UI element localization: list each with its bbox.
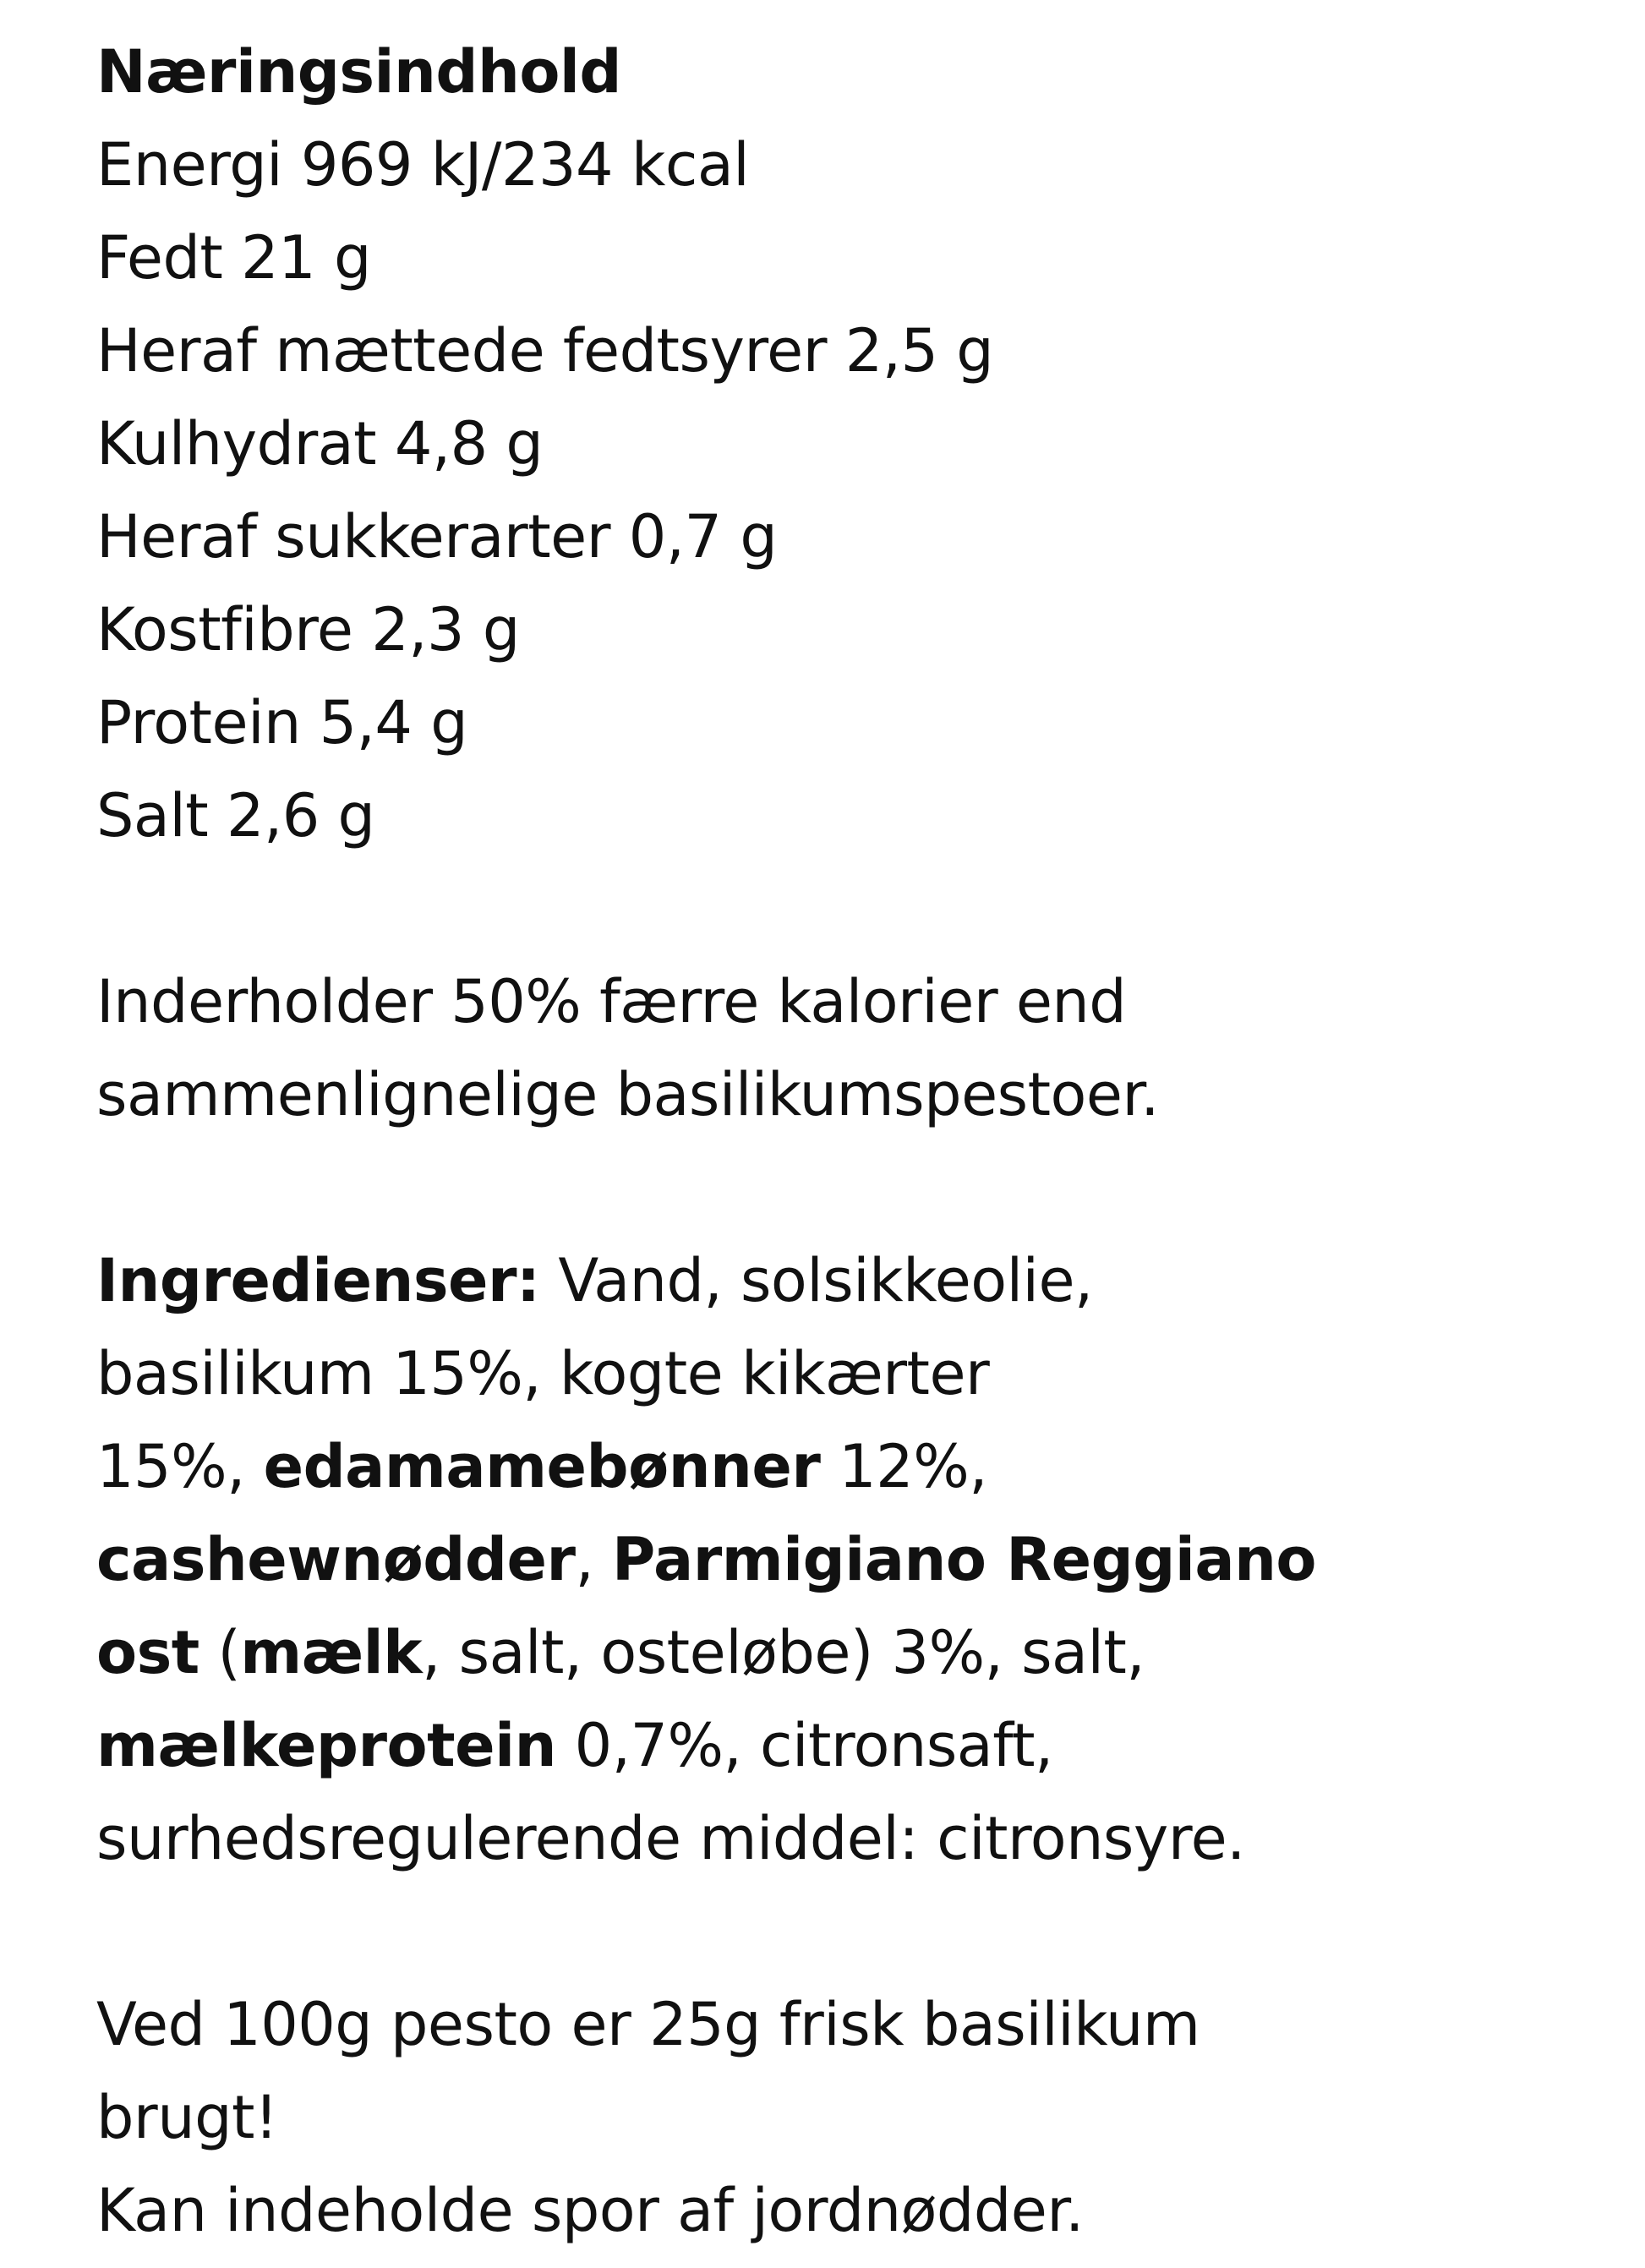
ingredients-line-5 (96, 1606, 1601, 1699)
nutrition-heading: Næringsindhold (96, 37, 622, 107)
nutrition-row-protein: Protein 5,4 g (96, 688, 468, 757)
footer-line-2: brugt! (96, 2083, 278, 2152)
ingredients-text: 12%, (820, 1432, 987, 1501)
footer-line-3: Kan indeholde spor af jordnødder. (96, 2176, 1084, 2245)
allergen-parmigiano: Parmigiano Reggiano (612, 1525, 1317, 1594)
allergen-milk: mælk (240, 1618, 423, 1687)
nutrition-row-saturated-fat: Heraf mættede fedtsyrer 2,5 g (96, 316, 994, 385)
claim-line-2: sammenlignelige basilikumspestoer. (96, 1060, 1160, 1129)
ingredients-line-3 (96, 1420, 1601, 1513)
allergen-ost: ost (96, 1618, 199, 1687)
nutrition-row-fat: Fedt 21 g (96, 223, 371, 292)
footer-line-1: Ved 100g pesto er 25g frisk basilikum (96, 1990, 1200, 2059)
nutrition-row-carbohydrate: Kulhydrat 4,8 g (96, 409, 544, 478)
nutrition-row-salt: Salt 2,6 g (96, 781, 375, 850)
ingredients-line-7: surhedsregulerende middel: citronsyre. (96, 1804, 1245, 1873)
product-label-text (96, 25, 1601, 2257)
nutrition-row-energy: Energi 969 kJ/234 kcal (96, 130, 750, 199)
nutrition-row-sugars: Heraf sukkerarter 0,7 g (96, 502, 778, 571)
ingredients-text: 0,7%, citronsaft, (555, 1711, 1053, 1780)
nutrition-row-fibre: Kostfibre 2,3 g (96, 595, 520, 664)
ingredients-line-2: basilikum 15%, kogte kikærter (96, 1339, 990, 1408)
allergen-milk-protein: mælkeprotein (96, 1711, 556, 1780)
ingredients-line-6 (96, 1699, 1601, 1792)
claim-line-1: Inderholder 50% færre kalorier end (96, 967, 1127, 1036)
allergen-cashew: cashewnødder (96, 1525, 576, 1594)
ingredients-text: , salt, osteløbe) 3%, salt, (422, 1618, 1145, 1687)
ingredients-text: 15%, (96, 1432, 264, 1501)
ingredients-text: ( (199, 1618, 241, 1687)
ingredients-label: Ingredienser: (96, 1246, 540, 1315)
spacer (96, 1885, 1601, 1978)
ingredients-line-1 (96, 1234, 1601, 1327)
allergen-edamame: edamamebønner (263, 1432, 821, 1501)
ingredients-text: , (575, 1525, 613, 1594)
spacer (96, 862, 1601, 955)
ingredients-line-4 (96, 1513, 1601, 1606)
spacer (96, 1141, 1601, 1234)
ingredients-text: Vand, solsikkeolie, (539, 1246, 1093, 1315)
